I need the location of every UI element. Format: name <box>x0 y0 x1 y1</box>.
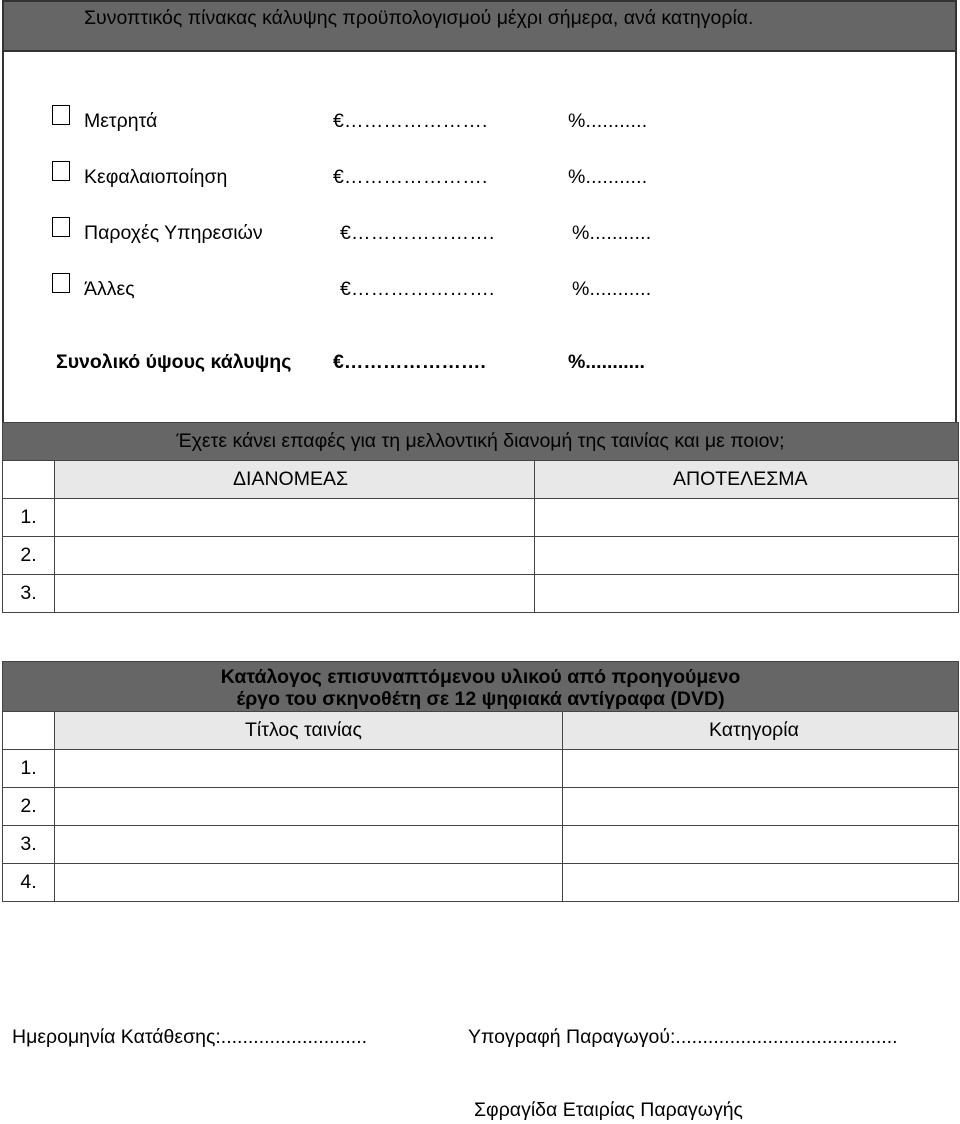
film-title-cell[interactable] <box>55 788 563 826</box>
distributor-cell[interactable] <box>55 575 535 613</box>
table-row <box>3 750 959 788</box>
table-row <box>3 788 959 826</box>
result-cell[interactable] <box>535 499 959 537</box>
film-title-cell[interactable] <box>55 826 563 864</box>
other-checkbox[interactable] <box>52 273 70 293</box>
other-percent-field[interactable]: %........... <box>572 278 652 300</box>
services-checkbox[interactable] <box>52 217 70 237</box>
table-row <box>3 499 959 537</box>
other-amount-field[interactable]: €…………………. <box>340 278 495 300</box>
budget-header-bar <box>2 0 957 52</box>
services-percent-field[interactable]: %........... <box>572 222 652 244</box>
capitalization-label: Κεφαλαιοποίηση <box>84 166 228 188</box>
cash-amount-field[interactable]: €…………………. <box>333 110 488 132</box>
table-row <box>3 864 959 902</box>
table-row <box>3 575 959 613</box>
distribution-table <box>2 422 959 613</box>
budget-title: Συνοπτικός πίνακας κάλυψης προϋπολογισμού μέχρι σήμερα, ανά κατηγορία. <box>84 7 754 29</box>
cash-percent-field[interactable]: %........... <box>568 110 648 132</box>
company-stamp-label: Σφραγίδα Εταιρίας Παραγωγής <box>474 1099 743 1121</box>
dvd-title-line2: έργο του σκηνοθέτη σε 12 ψηφιακά αντίγραφα (DVD) <box>236 687 725 710</box>
dvd-header-blank <box>3 712 55 750</box>
category-cell[interactable] <box>563 788 959 826</box>
result-cell[interactable] <box>535 575 959 613</box>
row-number: 4. <box>3 864 55 902</box>
dvd-header-row <box>3 712 959 750</box>
distributor-column-header: ΔΙΑΝΟΜΕΑΣ <box>55 461 535 499</box>
capitalization-percent-field[interactable]: %........... <box>568 166 648 188</box>
submission-date-field[interactable]: Ημερομηνία Κατάθεσης:........................... <box>12 1026 368 1048</box>
category-cell[interactable] <box>563 826 959 864</box>
category-cell[interactable] <box>563 750 959 788</box>
distributor-cell[interactable] <box>55 537 535 575</box>
dvd-materials-table <box>2 661 959 902</box>
distribution-question-text: Έχετε κάνει επαφές για τη μελλοντική διανομή της ταινίας και με ποιον; <box>176 430 785 452</box>
row-number: 1. <box>3 499 55 537</box>
category-cell[interactable] <box>563 864 959 902</box>
film-title-cell[interactable] <box>55 864 563 902</box>
film-title-column-header: Τίτλος ταινίας <box>55 712 563 750</box>
table-row <box>3 826 959 864</box>
row-number: 2. <box>3 788 55 826</box>
total-coverage-label: Συνολικό ύψους κάλυψης <box>56 351 292 373</box>
result-column-header: ΑΠΟΤΕΛΕΣΜΑ <box>535 461 959 499</box>
services-amount-field[interactable]: €…………………. <box>340 222 495 244</box>
distributor-cell[interactable] <box>55 499 535 537</box>
distribution-header-row <box>3 461 959 499</box>
table-row <box>3 537 959 575</box>
film-title-cell[interactable] <box>55 750 563 788</box>
row-number: 3. <box>3 575 55 613</box>
other-label: Άλλες <box>84 278 135 300</box>
cash-checkbox[interactable] <box>52 105 70 125</box>
capitalization-amount-field[interactable]: €…………………. <box>333 166 488 188</box>
services-label: Παροχές Υπηρεσιών <box>84 222 263 244</box>
dvd-title-line1: Κατάλογος επισυναπτόμενου υλικού από προηγούμενο <box>220 665 741 688</box>
dvd-title <box>3 662 959 712</box>
result-cell[interactable] <box>535 537 959 575</box>
distribution-question <box>3 423 959 461</box>
row-number: 1. <box>3 750 55 788</box>
total-amount-field[interactable]: €…………………. <box>333 351 486 373</box>
producer-signature-field[interactable]: Υπογραφή Παραγωγού:......................................... <box>468 1026 898 1048</box>
dvd-title-row <box>3 662 959 712</box>
row-number: 3. <box>3 826 55 864</box>
row-number: 2. <box>3 537 55 575</box>
category-column-header: Κατηγορία <box>563 712 959 750</box>
capitalization-checkbox[interactable] <box>52 161 70 181</box>
cash-label: Μετρητά <box>84 110 158 132</box>
distribution-header-blank <box>3 461 55 499</box>
total-percent-field[interactable]: %........... <box>568 351 645 373</box>
distribution-question-row <box>3 423 959 461</box>
